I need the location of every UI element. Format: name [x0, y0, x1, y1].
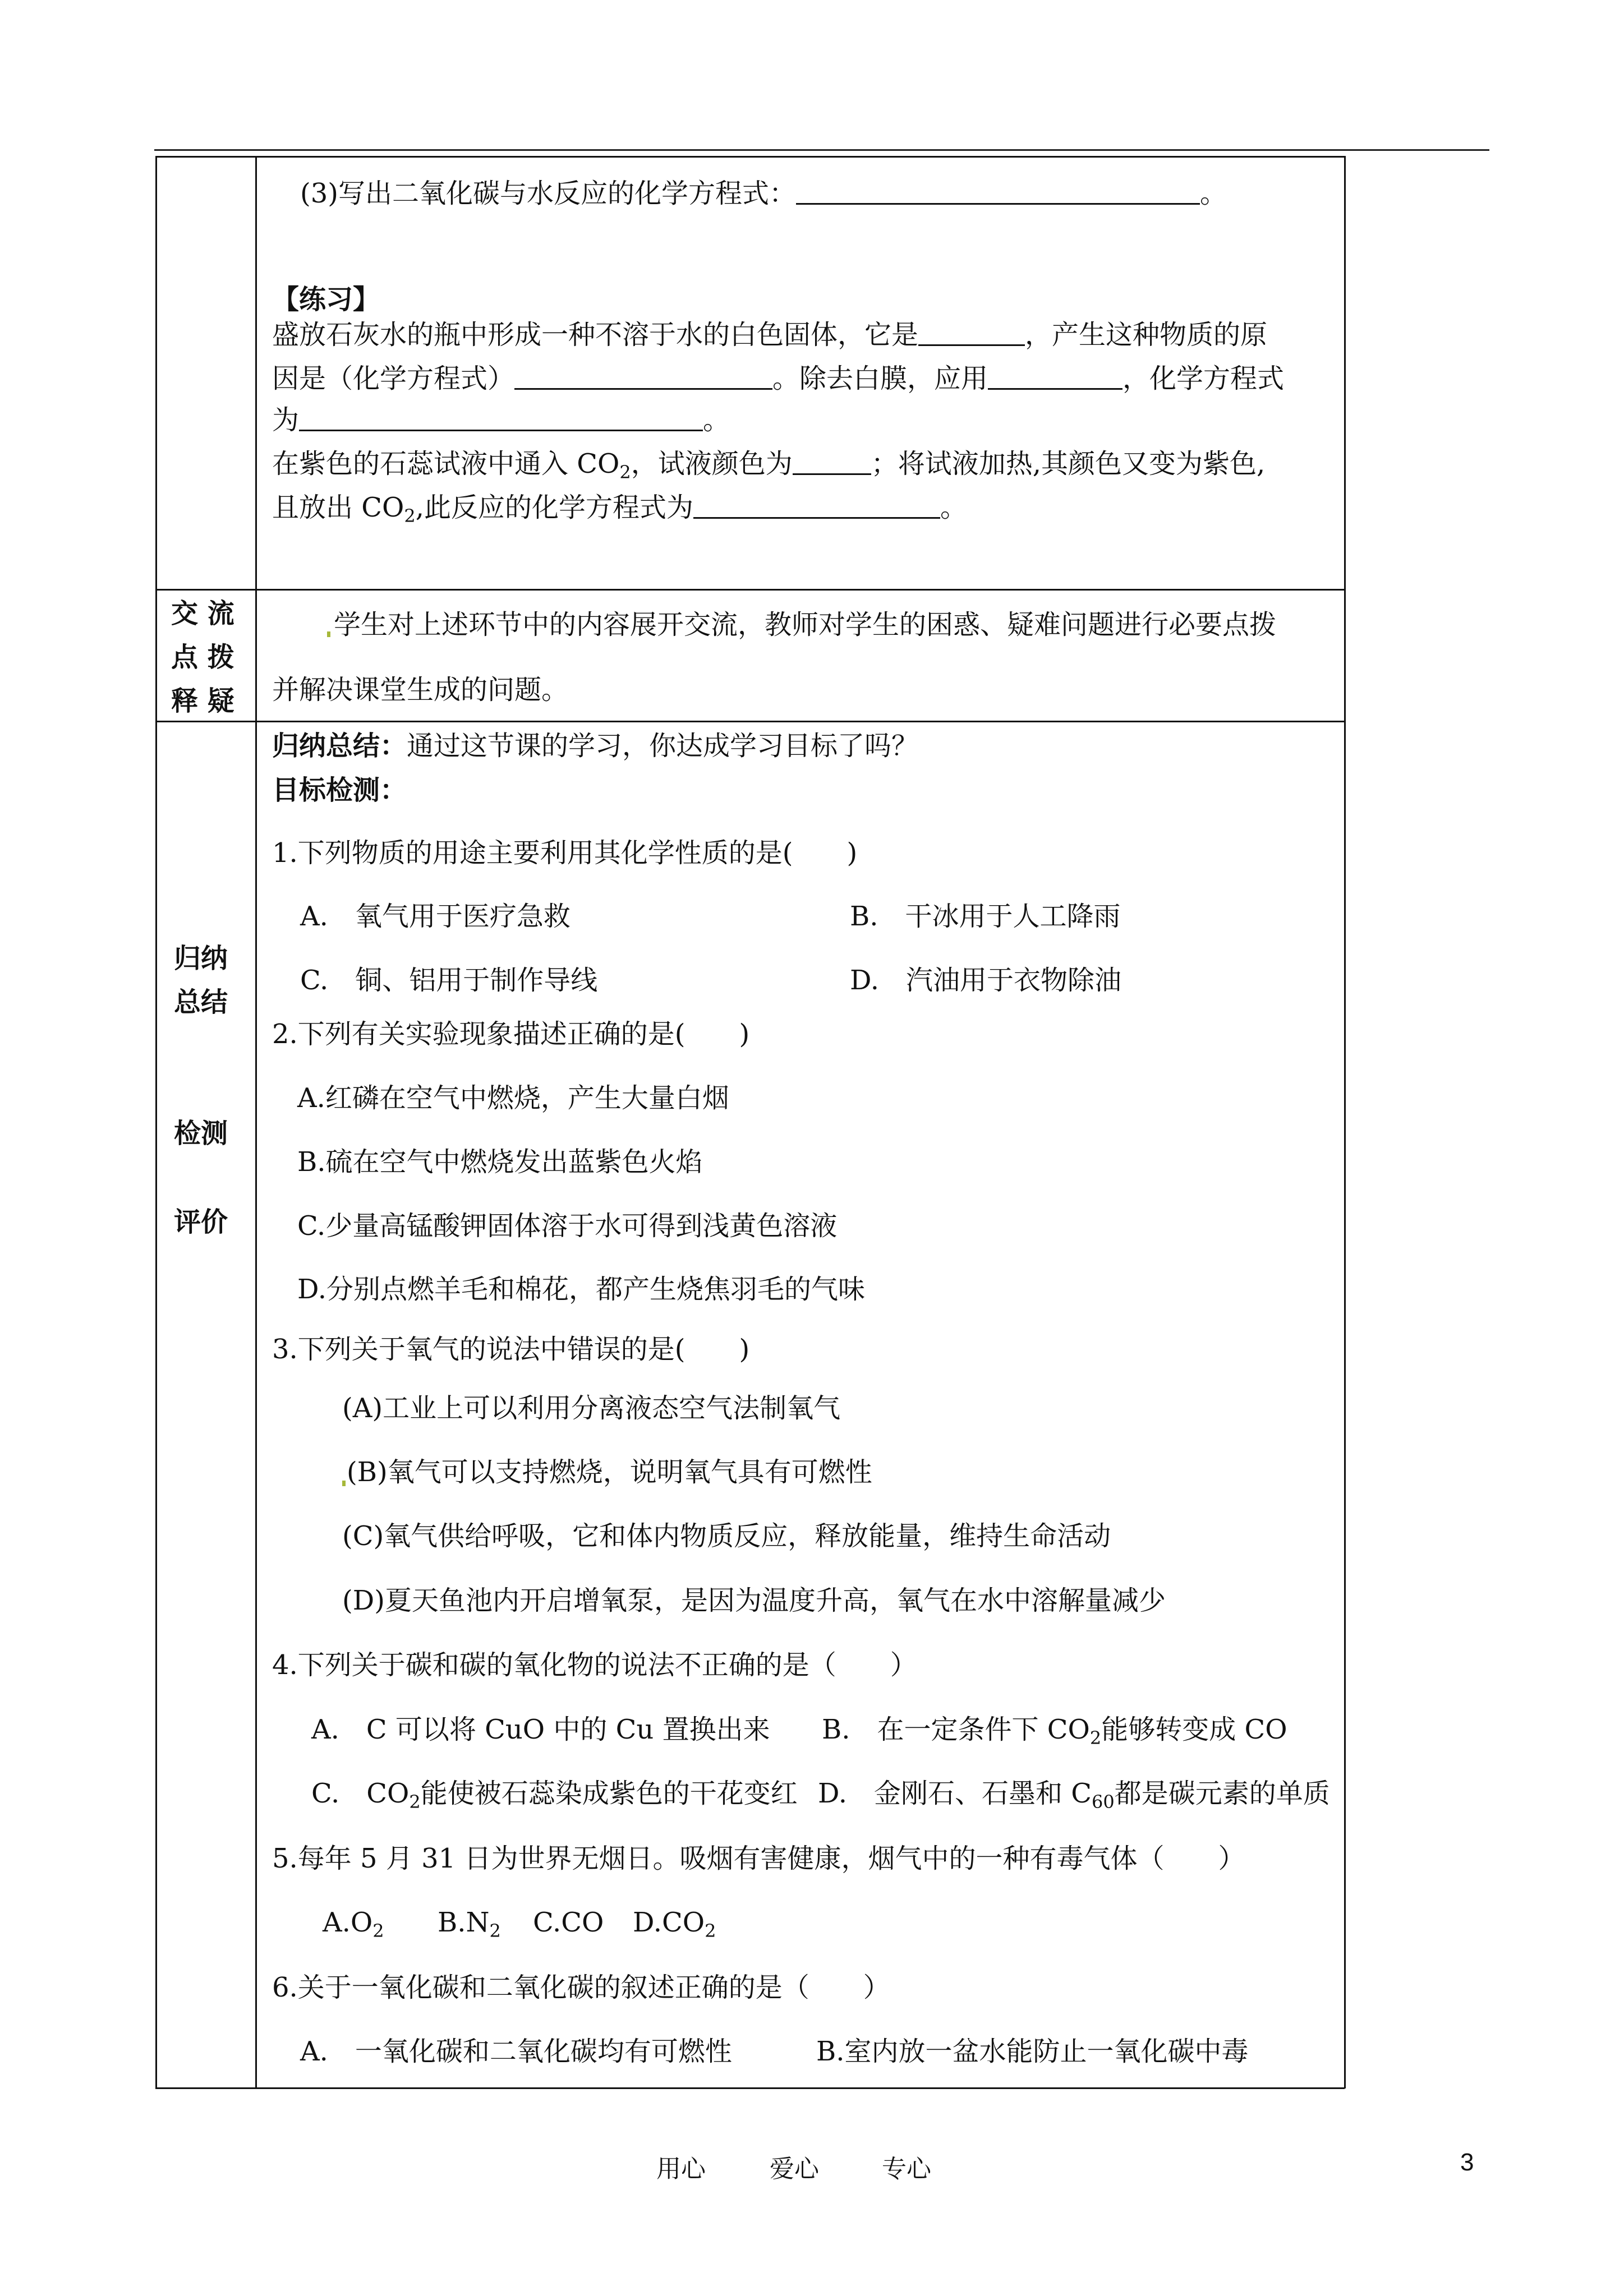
- q3-option-d: (D)夏天鱼池内开启增氧泵，是因为温度升高，氧气在水中溶解量减少: [342, 1585, 1166, 1616]
- answer-blank: [988, 363, 1122, 390]
- exercise-line-2: 因是（化学方程式） 。除去白膜，应用 ，化学方程式: [272, 363, 1285, 394]
- label-zongjie: 总结: [174, 986, 228, 1018]
- table-border-left: [155, 156, 157, 2088]
- q6-stem: 6.关于一氧化碳和二氧化碳的叙述正确的是（ ）: [272, 1972, 890, 2003]
- target-heading: 目标检测：: [272, 774, 407, 806]
- q3-option-a: (A)工业上可以利用分离液态空气法制氧气: [342, 1393, 841, 1424]
- exercise-line-5: 且放出 $CO_2$,此反应的化学方程式为 。: [272, 492, 967, 527]
- q1-option-c: C. 铜、铝用于制作导线: [300, 965, 598, 996]
- label-jiaoliu: 交 流: [171, 598, 234, 629]
- summary-line: 归纳总结：通过这节课的学习，你达成学习目标了吗？: [272, 730, 919, 762]
- exercise-line-4: 在紫色的石蕊试液中通入 $CO_2$，试液颜色为 ；将试液加热,其颜色又变为紫色,: [272, 448, 1266, 483]
- q4-option-a: A. C 可以将 CuO 中的 Cu 置换出来: [311, 1714, 770, 1745]
- q6-option-a: A. 一氧化碳和二氧化碳均有可燃性: [300, 2036, 732, 2067]
- q1-stem: 1.下列物质的用途主要利用其化学性质的是( ): [272, 837, 858, 869]
- q2-option-d: D.分别点燃羊毛和棉花，都产生烧焦羽毛的气味: [297, 1274, 866, 1305]
- answer-blank: [299, 405, 703, 431]
- q4-option-b: B. 在一定条件下 $CO_2$能够转变成 CO: [822, 1714, 1287, 1749]
- header-rule: [154, 149, 1489, 151]
- table-row-divider-1: [155, 589, 1345, 591]
- table-column-divider: [255, 156, 257, 2088]
- q4-option-c: C. $CO_2$能使被石蕊染成紫色的干花变红: [311, 1778, 798, 1813]
- decorative-mark: [342, 1481, 346, 1486]
- q5-stem: 5.每年 5 月 31 日为世界无烟日。吸烟有害健康，烟气中的一种有毒气体（ ）: [272, 1843, 1245, 1874]
- table-border-right: [1344, 156, 1346, 2088]
- exercise-line-1: 盛放石灰水的瓶中形成一种不溶于水的白色固体，它是 ，产生这种物质的原: [272, 319, 1268, 351]
- answer-blank: [918, 320, 1025, 346]
- label-jiance: 检测: [174, 1118, 228, 1149]
- q5-option-d: $D.CO_2$: [633, 1907, 716, 1942]
- label-shiyi: 释 疑: [171, 685, 234, 717]
- table-border-top: [155, 156, 1345, 158]
- discussion-line-2: 并解决课堂生成的问题。: [272, 674, 569, 706]
- q3-stem: 3.下列关于氧气的说法中错误的是( ): [272, 1334, 750, 1365]
- exercise-line-3: 为 。: [272, 404, 730, 436]
- label-dianbo: 点 拨: [171, 642, 234, 673]
- q5-option-c: C.CO: [533, 1907, 604, 1938]
- q2-option-a: A.红磷在空气中燃烧，产生大量白烟: [297, 1082, 729, 1114]
- q3-option-c: (C)氧气供给呼吸，它和体内物质反应，释放能量，维持生命活动: [342, 1520, 1111, 1552]
- q2-option-c: C.少量高锰酸钾固体溶于水可得到浅黄色溶液: [297, 1210, 838, 1242]
- answer-blank: [793, 449, 871, 475]
- table-row-divider-2: [155, 721, 1345, 722]
- q3-option-b: (B)氧气可以支持燃烧，说明氧气具有可燃性: [347, 1456, 872, 1488]
- discussion-line-1: 学生对上述环节中的内容展开交流，教师对学生的困惑、疑难问题进行必要点拨: [334, 609, 1277, 640]
- exercise-heading: 【练习】: [272, 284, 380, 315]
- footer-word-aixin: 爱心: [770, 2155, 819, 2183]
- q1-option-a: A. 氧气用于医疗急救: [300, 901, 571, 932]
- answer-blank: [693, 492, 940, 519]
- q2-stem: 2.下列有关实验现象描述正确的是( ): [272, 1018, 750, 1050]
- q5-option-b: $B.N_2$: [438, 1907, 501, 1942]
- answer-blank: [514, 363, 772, 390]
- footer-word-zhuanxin: 专心: [882, 2155, 931, 2183]
- label-pingjia: 评价: [174, 1206, 228, 1238]
- q4-option-d: D. 金刚石、石墨和 $C_{60}$都是碳元素的单质: [818, 1778, 1330, 1813]
- q4-stem: 4.下列关于碳和碳的氧化物的说法不正确的是（ ）: [272, 1649, 917, 1681]
- label-guina: 归纳: [174, 943, 228, 974]
- answer-blank: [796, 178, 1200, 205]
- q6-option-b: B.室内放一盆水能防止一氧化碳中毒: [816, 2036, 1249, 2067]
- q1-option-b: B. 干冰用于人工降雨: [850, 901, 1121, 932]
- page-number: 3: [1460, 2149, 1474, 2176]
- question-3-line: (3)写出二氧化碳与水反应的化学方程式： 。: [300, 178, 1227, 209]
- footer-word-yongxin: 用心: [656, 2155, 706, 2183]
- table-border-bottom: [155, 2087, 1345, 2089]
- q2-option-b: B.硫在空气中燃烧发出蓝紫色火焰: [297, 1146, 703, 1178]
- q5-option-a: $A.O_2$: [323, 1907, 384, 1942]
- q1-option-d: D. 汽油用于衣物除油: [850, 965, 1122, 996]
- decorative-mark: [327, 631, 330, 637]
